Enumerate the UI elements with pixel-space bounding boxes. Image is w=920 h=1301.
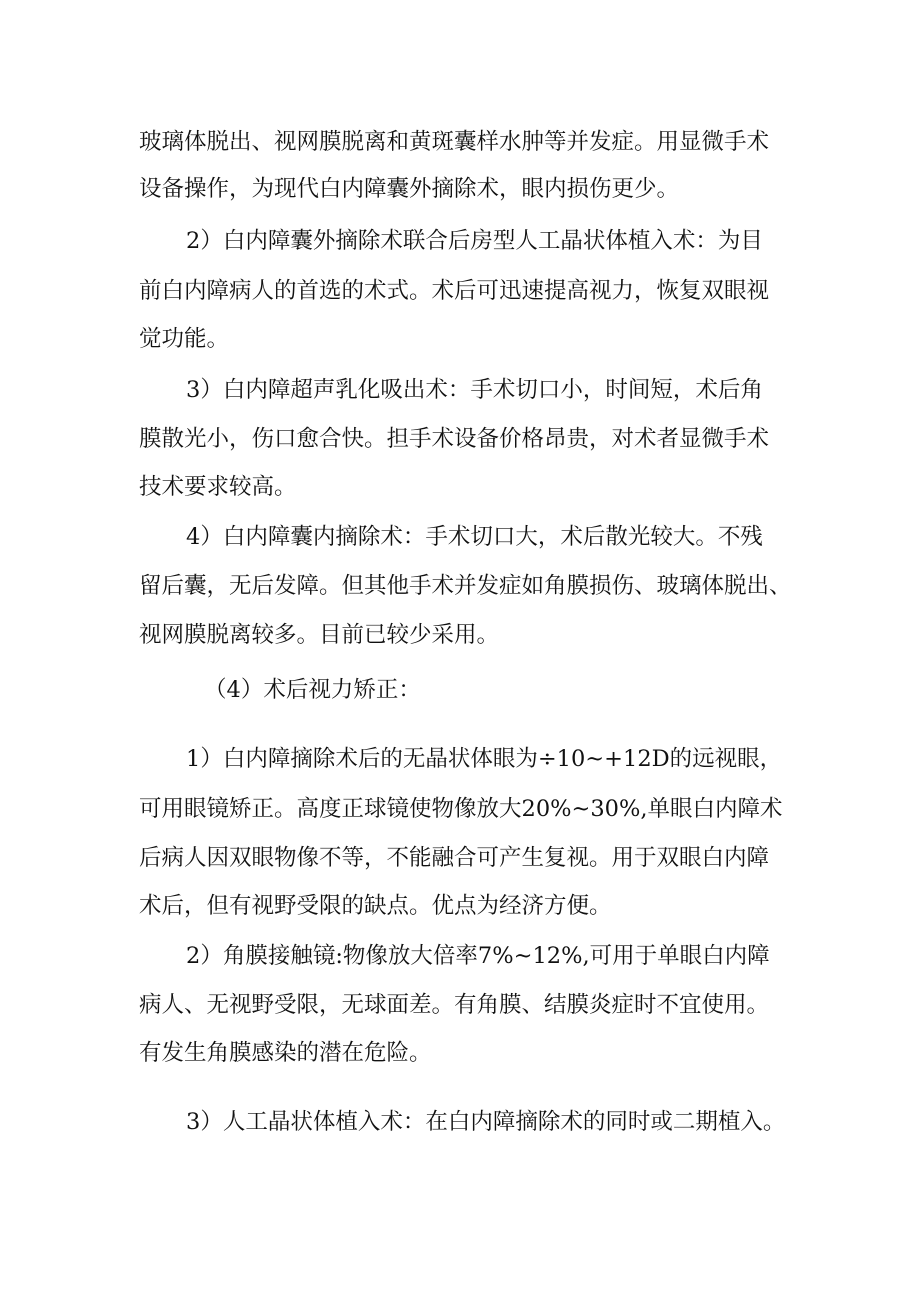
text-line-8: 技术要求较高。 — [139, 474, 297, 500]
text-line-13: 1）白内障摘除术后的无晶状体眼为÷10~+12D的远视眼， — [186, 746, 783, 772]
text-line-16: 术后，但有视野受限的缺点。优点为经济方便。 — [139, 893, 612, 919]
text-line-14: 可用眼镜矫正。高度正球镜使物像放大20%~30%,单眼白内障术 — [139, 796, 783, 822]
text-line-1: 玻璃体脱出、视网膜脱离和黄斑囊样水肿等并发症。用显微手术 — [139, 129, 770, 155]
text-line-19: 有发生角膜感染的潜在危险。 — [139, 1040, 432, 1066]
text-line-7: 膜散光小，伤口愈合快。担手术设备价格昂贵，对术者显微手术 — [139, 426, 770, 452]
text-line-9: 4）白内障囊内摘除术：手术切口大，术后散光较大。不残 — [186, 524, 763, 550]
text-line-6: 3）白内障超声乳化吸出术：手术切口小，时间短，术后角 — [186, 377, 763, 403]
text-line-20: 3）人工晶状体植入术：在白内障摘除术的同时或二期植入。 — [186, 1109, 786, 1135]
text-line-15: 后病人因双眼物像不等，不能融合可产生复视。用于双眼白内障 — [139, 845, 770, 871]
text-line-4: 前白内障病人的首选的术式。术后可迅速提高视力，恢复双眼视 — [139, 278, 770, 304]
text-line-3: 2）白内障囊外摘除术联合后房型人工晶状体植入术：为目 — [186, 228, 763, 254]
text-line-10: 留后囊，无后发障。但其他手术并发症如角膜损伤、玻璃体脱出、 — [139, 573, 792, 599]
text-line-12: （4）术后视力矫正： — [204, 677, 421, 703]
text-line-2: 设备操作，为现代白内障囊外摘除术，眼内损伤更少。 — [139, 176, 680, 202]
text-line-5: 觉功能。 — [139, 326, 230, 352]
text-line-18: 病人、无视野受限，无球面差。有角膜、结膜炎症时不宜使用。 — [139, 992, 770, 1018]
text-line-11: 视网膜脱离较多。目前已较少采用。 — [139, 622, 500, 648]
text-line-17: 2）角膜接触镜:物像放大倍率7%~12%,可用于单眼白内障 — [186, 943, 770, 969]
